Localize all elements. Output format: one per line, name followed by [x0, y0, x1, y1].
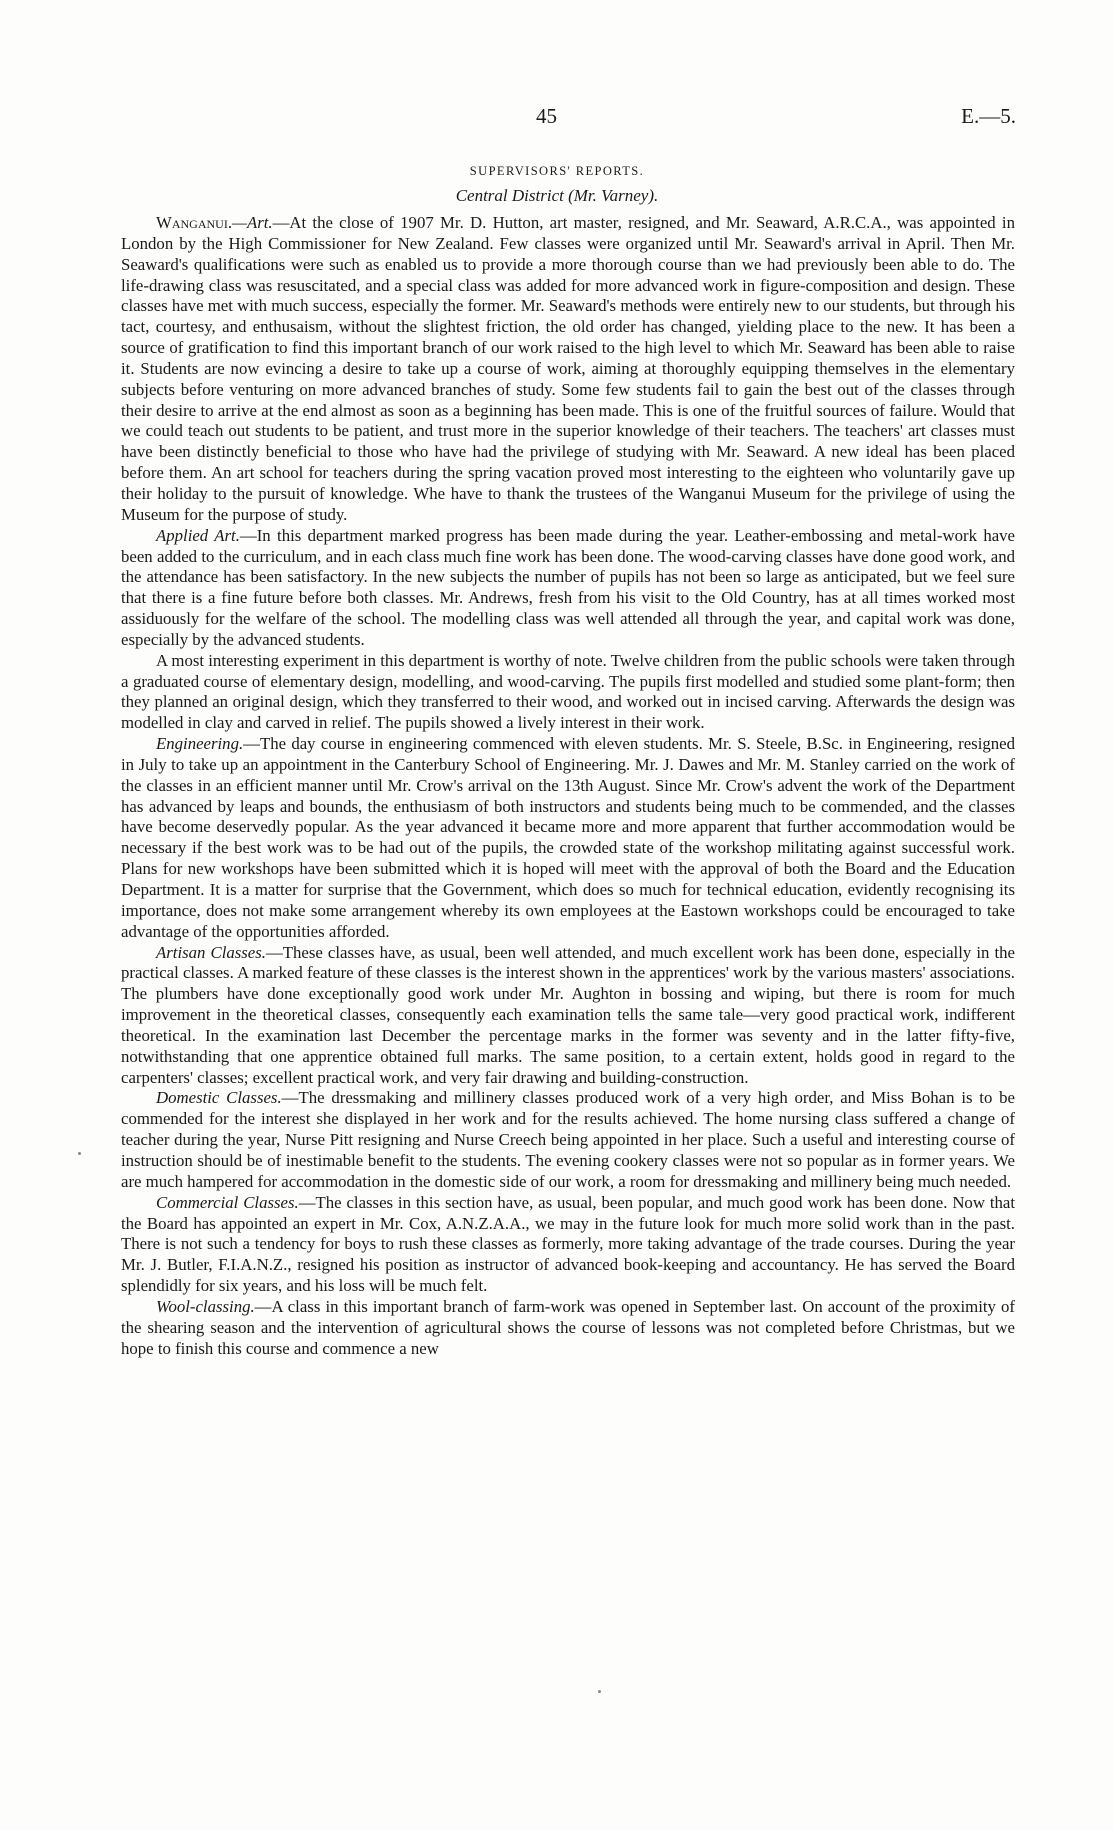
- paragraph-text: —The dressmaking and millinery classes produced work of a very high order, and Miss Bohan is to be commended for the interest she displayed in her work and for the results achieved. The home nursing class suffered a change of teacher during the year, Nurse Pitt resigning and Nurse Creech being appointed in her place. Such a useful and interesting course of instruction should be of inestimable benefit to the students. The evening cookery classes were not so popular as in former years. We are much hampered for accommodation in the domestic side of our work, a room for dressmaking and millinery being much needed.: [121, 1088, 1015, 1191]
- paragraph-artisan-classes: [121, 943, 1015, 1089]
- paragraph-wool-classing: [121, 1297, 1015, 1360]
- paragraph-domestic-classes: [121, 1088, 1015, 1192]
- district-title: Central District (Mr. Varney).: [455, 186, 659, 205]
- subsection-heading: Engineering.: [156, 734, 244, 754]
- subsection-heading: Artisan Classes.: [156, 942, 266, 962]
- paragraph-text: A most interesting experiment in this department is worthy of note. Twelve children from the public schools were taken through a graduated course of elementary design, modelling, and wood-carving. The pupils first modelled and studied some plant-form; then they planned an original design, which they transferred to their wood, and worked out in incised carving. Afterwards the design was modelled in clay and carved in relief. The pupils showed a lively interest in their work.: [121, 650, 1015, 733]
- paragraph-text: —A class in this important branch of farm-work was opened in September last. On account of the proximity of the shearing season and the intervention of agricultural shows the course of lessons was not completed before Christmas, but we hope to finish this course and commence a new: [121, 1296, 1015, 1358]
- paragraph-text: —These classes have, as usual, been well attended, and much excellent work has been done, especially in the practical classes. A marked feature of these classes is the interest shown in the apprentices' work by the various masters' associations. The plumbers have done exceptionally good work under Mr. Aughton in bossing and wiping, but there is room for much improvement in the theoretical classes, consequently each examination tells the same tale—very good practical work, indifferent theoretical. In the examination last December the percentage marks in the former was seventy and in the latter fifty-five, notwithstanding that one apprentice obtained full marks. The same position, to a certain extent, holds good in regard to the carpenters' classes; excellent practical work, and very fair drawing and building-construction.: [121, 942, 1015, 1087]
- subsection-heading: Commercial Classes.: [156, 1192, 299, 1212]
- margin-mark: [598, 1690, 601, 1693]
- report-body: [121, 213, 1015, 1359]
- paragraph-text: —The classes in this section have, as usual, been popular, and much good work has been done. Now that the Board has appointed an expert in Mr. Cox, A.N.Z.A.A., we may in the future look for much more solid work than in the past. There is not such a tendency for boys to rush these classes as formerly, more taking advantage of the trade courses. During the year Mr. J. Butler, F.I.A.N.Z., resigned his position as instructor of advanced book-keeping and accountancy. He has served the Board splendidly for six years, and his loss will be much felt.: [121, 1192, 1015, 1296]
- paragraph-text: —The day course in engineering commenced with eleven students. Mr. S. Steele, B.Sc. in Engineering, resigned in July to take up an appointment in the Canterbury School of Engineering. Mr. J. Dawes and Mr. M. Stanley carried on the work of the classes in an efficient manner until Mr. Crow's arrival on the 13th August. Since Mr. Crow's advent the work of the Department has advanced by leaps and bounds, the enthusiasm of both instructors and students being much to be commended, and the classes have become deservedly popular. As the year advanced it became more and more apparent that further accommodation would be necessary if the best work was to be had out of the pupils, the crowded state of the workshop militating against successful work. Plans for new workshops have been submitted which it is hoped will meet with the approval of both the Board and the Education Department. It is a matter for surprise that the Government, which does so much for technical education, evidently recognising its importance, does not make some arrangement whereby its own employees at the Eastown workshops could be encouraged to take advantage of the opportunities afforded.: [121, 734, 1015, 941]
- paragraph-engineering: [121, 734, 1015, 942]
- subsection-heading: Wool-classing.: [156, 1296, 255, 1316]
- page-number: 45: [536, 104, 557, 128]
- subsection-heading: Applied Art.: [156, 525, 240, 545]
- series-code: E.—5.: [961, 104, 1016, 128]
- place-name: Wanganui.: [156, 213, 233, 232]
- paragraph-text: —At the close of 1907 Mr. D. Hutton, art master, resigned, and Mr. Seaward, A.R.C.A., was appointed in London by the High Commissioner for New Zealand. Few classes were organized until Mr. Seaward's arrival in April. Then Mr. Seaward's qualifications were such as enabled us to provide a more thorough course than we had previously been able to do. The life-drawing class was resuscitated, and a special class was added for more advanced work in figure-composition and design. These classes have met with much success, especially the former. Mr. Seaward's methods were entirely new to our students, but through his tact, courtesy, and enthusaism, without the slightest friction, the old order has changed, yielding place to the new. It has been a source of gratification to find this important branch of our work raised to the high level to which Mr. Seaward has been able to raise it. Students are now evincing a desire to take up a course of work, aiming at thoroughly equipping themselves in the elementary subjects before venturing on more advanced branches of study. Some few students fail to gain the best out of the classes through their desire to arrive at the end almost as soon as a beginning has been made. This is one of the fruitful sources of failure. Would that we could teach out students to be patient, and trust more in the superior knowledge of their teachers. The teachers' art classes must have been distinctly beneficial to those who have had the privilege of studying with Mr. Seaward. A new ideal has been placed before them. An art school for teachers during the spring vacation proved most interesting to the eighteen who voluntarily gave up their holiday to the pursuit of knowledge. Whe have to thank the trustees of the Wanganui Museum for the privilege of using the Museum for the purpose of study.: [121, 213, 1015, 524]
- margin-mark: [78, 1152, 81, 1155]
- section-title: SUPERVISORS' REPORTS.: [469, 164, 645, 178]
- paragraph-text: —In this department marked progress has been made during the year. Leather-embossing and metal-work have been added to the curriculum, and in each class much fine work has been done. The wood-carving classes have done good work, and the attendance has been satisfactory. In the new subjects the number of pupils has not been so large as anticipated, but we feel sure that there is a fine future before both classes. Mr. Andrews, fresh from his visit to the Old Country, has at all times worked most assiduously for the welfare of the school. The modelling class was well attended all through the year, and capital work was done, especially by the advanced students.: [121, 525, 1015, 649]
- subsection-heading: Domestic Classes.: [156, 1088, 282, 1108]
- paragraph-art: [121, 213, 1015, 526]
- paragraph-applied-art: [121, 526, 1015, 651]
- subsection-heading: —Art.: [232, 213, 273, 232]
- paragraph-commercial-classes: [121, 1193, 1015, 1297]
- paragraph-experiment: [121, 651, 1015, 734]
